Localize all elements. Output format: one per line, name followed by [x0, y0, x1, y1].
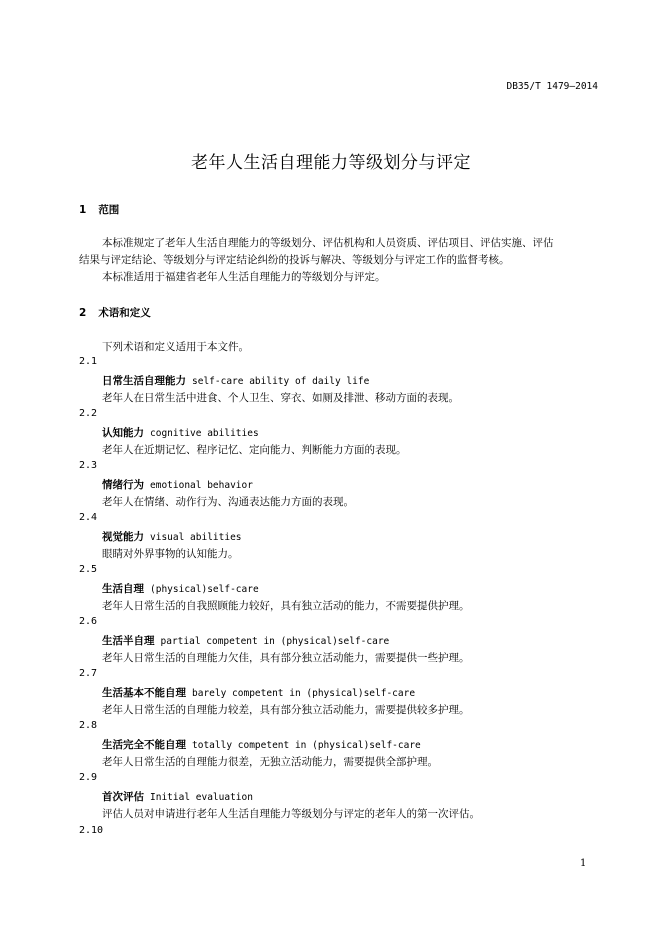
- term-heading: [102, 633, 389, 648]
- term-definition: 眼睛对外界事物的认知能力。: [102, 548, 239, 560]
- term-number: 2.5: [79, 564, 98, 575]
- term-heading: [102, 581, 259, 596]
- term-chinese: 首次评估: [102, 791, 144, 803]
- term-number: 2.9: [79, 772, 98, 783]
- scope-paragraph-line-1: 本标准规定了老年人生活自理能力的等级划分、评估机构和人员资质、评估项目、评估实施、评估: [102, 237, 554, 249]
- term-number-next: 2.10: [79, 825, 104, 836]
- term-definition: 评估人员对申请进行老年人生活自理能力等级划分与评定的老年人的第一次评估。: [102, 808, 480, 820]
- term-chinese: 日常生活自理能力: [102, 375, 186, 387]
- term-heading: [102, 425, 259, 440]
- section-1-heading: [79, 202, 119, 217]
- term-heading: [102, 373, 369, 388]
- term-number: 2.1: [79, 356, 98, 367]
- term-english: partial competent in (physical)self-care: [160, 636, 390, 647]
- section-1-title: 范围: [98, 204, 120, 216]
- section-1-number: 1: [79, 204, 87, 216]
- doc-code: DB35/T 1479—2014: [506, 81, 598, 92]
- term-english: totally competent in (physical)self-care: [192, 740, 421, 751]
- term-definition: 老年人在日常生活中进食、个人卫生、穿衣、如厕及排泄、移动方面的表现。: [102, 392, 459, 404]
- term-english: Initial evaluation: [150, 792, 253, 803]
- term-chinese: 生活基本不能自理: [102, 687, 186, 699]
- term-definition: 老年人日常生活的自我照顾能力较好，具有独立活动的能力，不需要提供护理。: [102, 600, 470, 612]
- page-number: 1: [580, 858, 587, 869]
- term-definition: 老年人在近期记忆、程序记忆、定向能力、判断能力方面的表现。: [102, 444, 407, 456]
- term-chinese: 生活半自理: [102, 635, 155, 647]
- term-english: emotional behavior: [150, 480, 253, 491]
- term-chinese: 认知能力: [102, 427, 144, 439]
- term-english: cognitive abilities: [150, 428, 259, 439]
- term-chinese: 情绪行为: [102, 479, 144, 491]
- term-number: 2.7: [79, 668, 98, 679]
- term-english: self-care ability of daily life: [192, 376, 370, 387]
- term-chinese: 视觉能力: [102, 531, 144, 543]
- term-definition: 老年人日常生活的自理能力较差，具有部分独立活动能力，需要提供较多护理。: [102, 704, 470, 716]
- term-number: 2.8: [79, 720, 98, 731]
- term-number: 2.6: [79, 616, 98, 627]
- section-2-number: 2: [79, 307, 87, 319]
- section-2-heading: [79, 305, 151, 320]
- page-title: 老年人生活自理能力等级划分与评定: [191, 153, 471, 173]
- term-definition: 老年人日常生活的自理能力很差，无独立活动能力，需要提供全部护理。: [102, 756, 438, 768]
- term-english: (physical)self-care: [150, 584, 259, 595]
- term-number: 2.2: [79, 408, 98, 419]
- term-definition: 老年人在情绪、动作行为、沟通表达能力方面的表现。: [102, 496, 354, 508]
- term-heading: [102, 737, 421, 752]
- term-number: 2.4: [79, 512, 98, 523]
- term-number: 2.3: [79, 460, 98, 471]
- term-english: barely competent in (physical)self-care: [192, 688, 416, 699]
- term-heading: [102, 477, 253, 492]
- term-english: visual abilities: [150, 532, 242, 543]
- section-2-title: 术语和定义: [98, 307, 151, 319]
- scope-paragraph-2: 本标准适用于福建省老年人生活自理能力的等级划分与评定。: [102, 271, 386, 283]
- terms-intro: 下列术语和定义适用于本文件。: [102, 341, 249, 353]
- term-heading: [102, 529, 242, 544]
- term-chinese: 生活完全不能自理: [102, 739, 186, 751]
- term-chinese: 生活自理: [102, 583, 144, 595]
- term-heading: [102, 789, 253, 804]
- scope-paragraph-line-2: 结果与评定结论、等级划分与评定结论纠纷的投诉与解决、等级划分与评定工作的监督考核。: [79, 254, 510, 266]
- term-heading: [102, 685, 415, 700]
- term-definition: 老年人日常生活的自理能力欠佳，具有部分独立活动能力，需要提供一些护理。: [102, 652, 470, 664]
